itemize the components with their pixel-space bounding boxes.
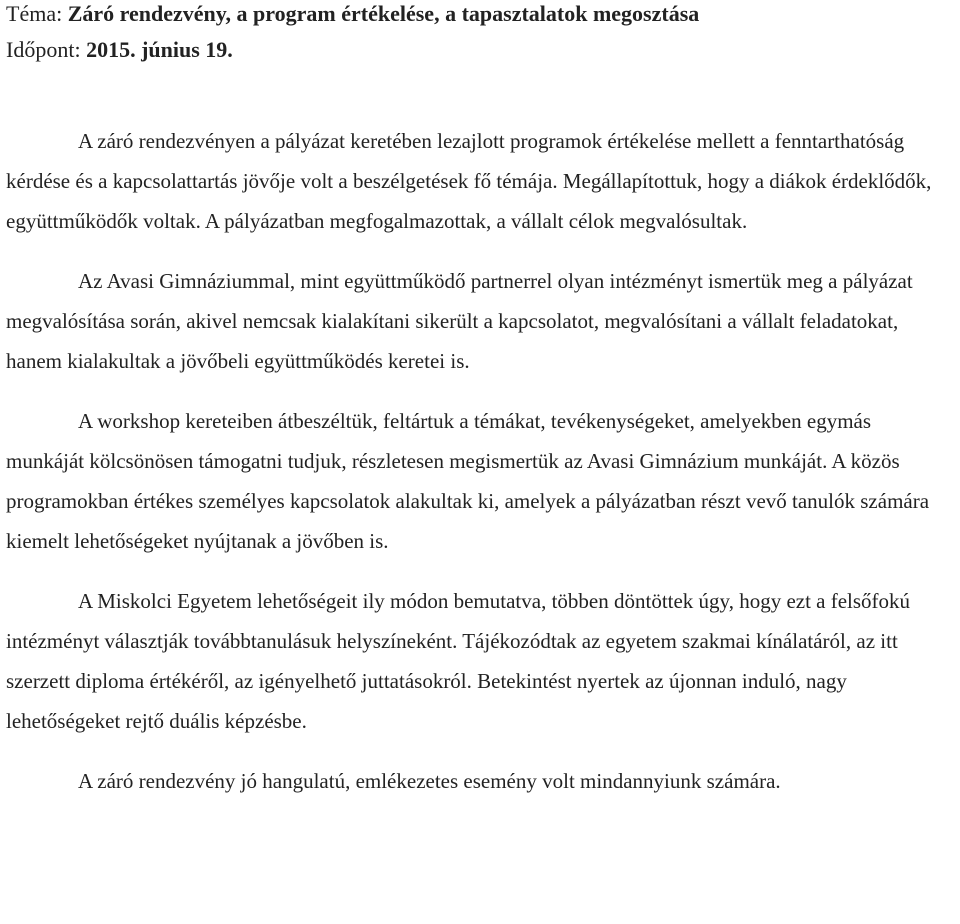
paragraph-workshop: A workshop kereteiben átbeszéltük, feltártuk a témákat, tevékenységeket, amelyekben egymás munkáját kölcsönösen támogatni tudjuk, részletesen megismertük az Avasi Gimnázium munkáját. A közös programokban értékes személyes kapcsolatok alakultak ki, amelyek a pályázatban részt vevő tanulók számára kiemelt lehetőségeket nyújtanak a jövőben is. — [6, 409, 930, 553]
date-line — [6, 37, 952, 63]
paragraph-closing-event: A záró rendezvényen a pályázat keretében lezajlott programok értékelése mellett a fenntarthatóság kérdése és a kapcsolattartás jövője volt a beszélgetések fő témája. Megállapítottuk, hogy a diákok érdeklődők, együttműködők voltak. A pályázatban megfogalmazottak, a vállalt célok megvalósultak. — [6, 129, 932, 233]
paragraph-final-remark: A záró rendezvény jó hangulatú, emlékezetes esemény volt mindannyiunk számára. — [78, 769, 781, 793]
date-label: Időpont: — [6, 37, 81, 62]
topic-line — [6, 0, 952, 27]
topic-value: Záró rendezvény, a program értékelése, a tapasztalatok megosztása — [67, 1, 700, 26]
date-value: 2015. június 19. — [86, 37, 233, 62]
topic-label: Téma: — [6, 1, 63, 26]
paragraph-avasi-partnership: Az Avasi Gimnáziummal, mint együttműködő partnerrel olyan intézményt ismertük meg a pályázat megvalósítása során, akivel nemcsak kialakítani sikerült a kapcsolatot, megvalósítani a vállalt feladatokat, hanem kialakultak a jövőbeli együttműködés keretei is. — [6, 269, 913, 373]
paragraph-miskolc-university: A Miskolci Egyetem lehetőségeit ily módon bemutatva, többen döntöttek úgy, hogy ezt a felsőfokú intézményt választják továbbtanulásuk helyszíneként. Tájékozódtak az egyetem szakmai kínálatáról, az itt szerzett diploma értékéről, az igényelhető juttatásokról. Betekintést nyertek az újonnan induló, nagy lehetőségeket rejtő duális képzésbe. — [6, 589, 911, 733]
